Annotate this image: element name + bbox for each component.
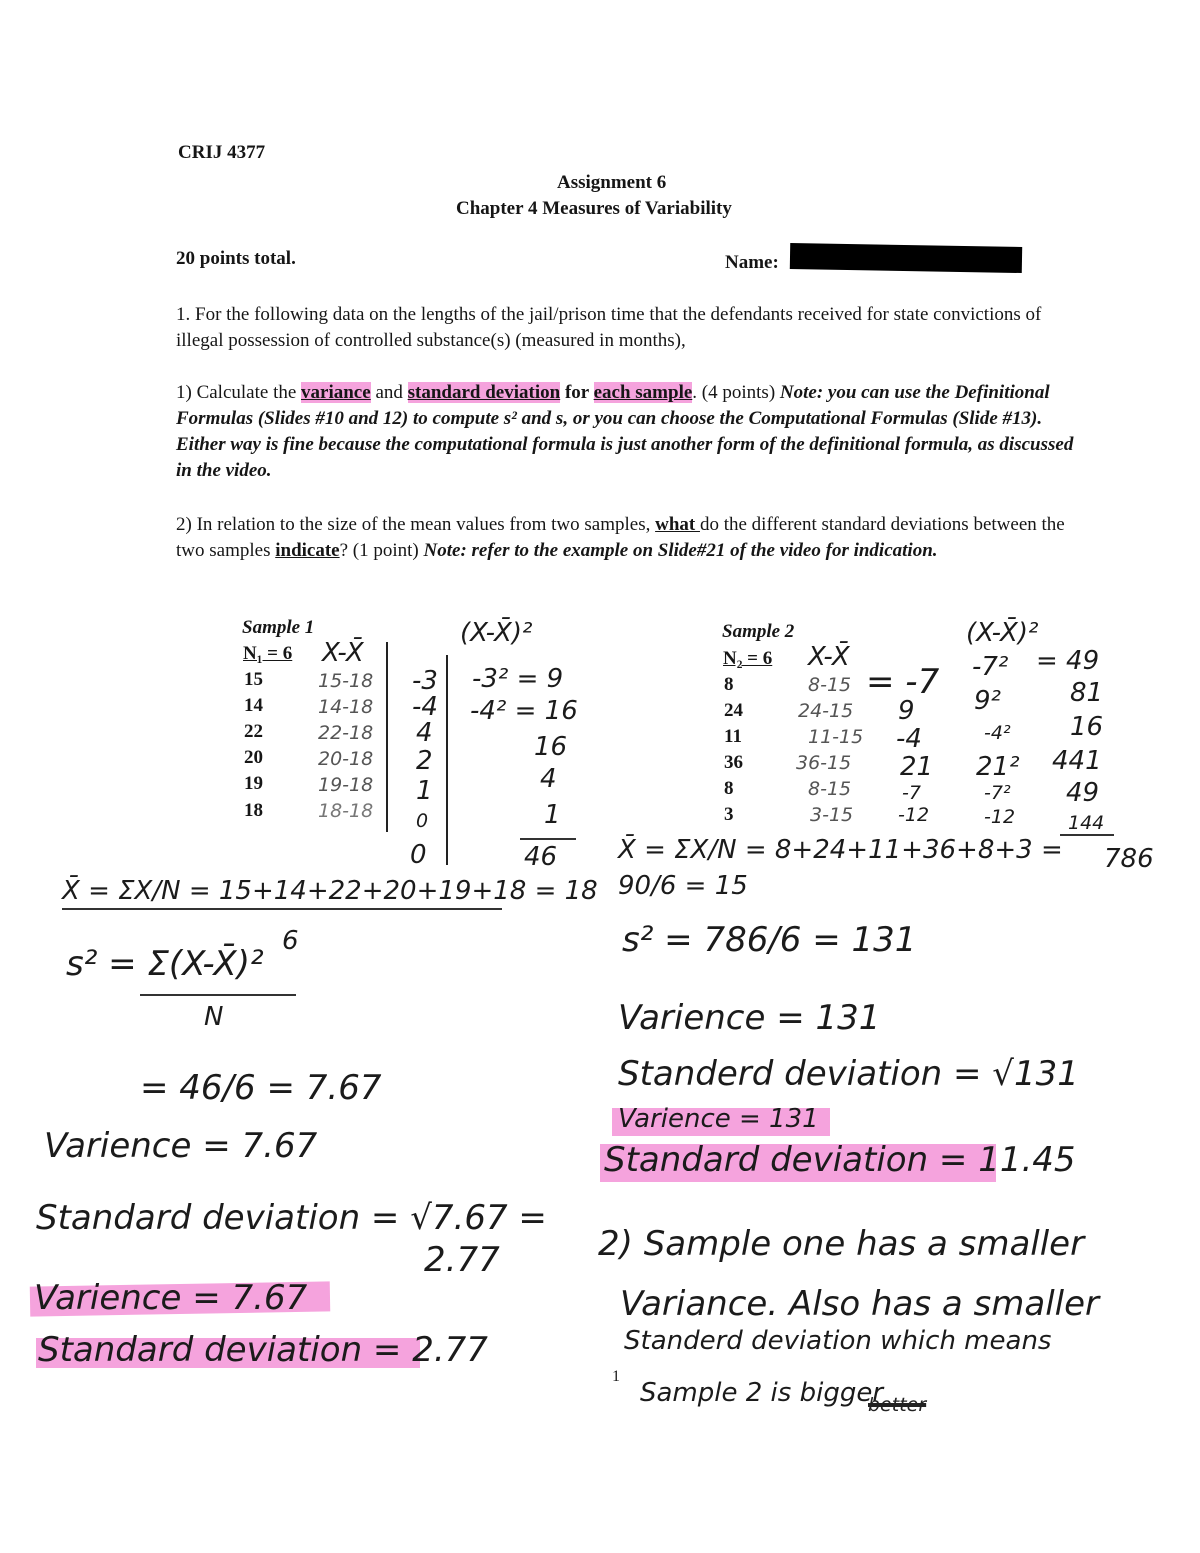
answer2-strikethrough: better	[868, 1394, 927, 1416]
s2-col-header: X-X̄	[808, 642, 850, 672]
s1-formula-n: 6	[282, 926, 299, 956]
s1-diff: 20-18	[318, 748, 374, 770]
s2-variance-line: Varience = 131	[618, 998, 881, 1038]
s2-sq-header: (X-X̄)²	[966, 618, 1039, 648]
sample1-value: 14	[244, 695, 263, 716]
sample2-value: 24	[724, 700, 743, 721]
s2-diff: 11-15	[808, 726, 864, 748]
s2-diff: 36-15	[796, 752, 852, 774]
answer2-line: Sample 2 is bigger	[640, 1378, 884, 1408]
sample2-value: 11	[724, 726, 742, 747]
part1-note: Note: you can use the Definitional Formulas (Slides #10 and 12) to compute s² and s, or you can choose the Computational Formulas (Slide #13). Either way is fine because the computational formula is just another form of the definitional formula, as discussed in the video.	[176, 382, 1074, 481]
sample1-title: Sample 1	[242, 617, 315, 638]
s2-diff: 24-15	[798, 700, 854, 722]
part1-instructions: 1) Calculate the variance and standard deviation for each sample. (4 points) Note: you can use the Definitional Formulas (Slides #10 and 12) to compute s² and s, or you can choose the Computational Formulas (Slide #13). Either way is fine because the computational formula is just another form of the definitional formula, as discussed in the video.	[176, 382, 1074, 481]
s1-sd-value: 2.77	[424, 1240, 500, 1280]
s1-dev: 1	[416, 776, 433, 806]
s1-variance-line: Varience = 7.67	[44, 1126, 318, 1166]
answer2-line: Standerd deviation which means	[624, 1326, 1052, 1356]
variance-keyword: variance	[301, 382, 371, 403]
sample1-value: 20	[244, 747, 263, 768]
s2-variance-final: Varience = 131	[618, 1104, 819, 1134]
sample1-n: N₁ = 6	[243, 643, 293, 664]
s1-dev: -4	[412, 692, 438, 722]
s1-diff: 15-18	[318, 670, 374, 692]
s1-divider	[386, 642, 388, 832]
sample2-n: N₂ = 6	[723, 648, 773, 669]
answer2-line: 2) Sample one has a smaller	[598, 1224, 1085, 1264]
sd-keyword: standard deviation	[407, 382, 561, 403]
s2-dev: = -7	[866, 662, 940, 702]
s1-square: 4	[540, 764, 557, 794]
s1-mean-line: X̄ = ΣX/N = 15+14+22+20+19+18 = 18	[62, 876, 598, 906]
s2-mean-line: X̄ = ΣX/N = 8+24+11+36+8+3 = 90/6 = 15	[618, 835, 1063, 901]
s2-square: 81	[1070, 678, 1104, 708]
s1-dev: 2	[416, 746, 433, 776]
s1-diff: 19-18	[318, 774, 374, 796]
what-keyword: what	[655, 514, 700, 535]
s1-diff: 22-18	[318, 722, 374, 744]
indicate-keyword: indicate	[275, 540, 340, 561]
s2-square: = 49	[1036, 646, 1100, 676]
s2-sq-work: -7²	[984, 782, 1011, 804]
s2-square: 49	[1066, 778, 1100, 808]
s1-divider	[446, 655, 448, 865]
answer2-line: Variance. Also has a smaller	[620, 1284, 1099, 1324]
s2-sd-line: Standerd deviation = √131	[618, 1054, 1079, 1094]
page-number: 1	[612, 1368, 620, 1385]
chapter-title: Chapter 4 Measures of Variability	[456, 198, 732, 219]
s1-variance-formula: s² = Σ(X-X̄)²	[66, 944, 264, 984]
s1-formula-den: N	[204, 1002, 224, 1032]
s2-diff: 3-15	[810, 804, 854, 826]
part2-note: Note: refer to the example on Slide#21 of the video for indication.	[423, 540, 938, 561]
name-label: Name:	[725, 252, 779, 273]
s2-square: 144	[1068, 812, 1105, 834]
s2-dev: -12	[898, 804, 930, 826]
s2-diff: 8-15	[808, 674, 852, 696]
s2-sq-work: 9²	[974, 686, 1001, 716]
s1-sd-line: Standard deviation = √7.67 =	[36, 1198, 547, 1238]
s2-square-sum: 786	[1104, 844, 1154, 874]
s1-square-sum: 46	[524, 842, 558, 872]
s1-sq-work: -4² = 16	[470, 696, 578, 726]
s1-diff: 14-18	[318, 696, 374, 718]
sample2-value: 8	[724, 674, 734, 695]
sample2-title: Sample 2	[722, 621, 795, 642]
each-sample-keyword: each sample	[593, 382, 693, 403]
name-redaction	[790, 243, 1022, 273]
s2-variance-calc: s² = 786/6 = 131	[622, 920, 917, 960]
s2-sq-work: 21²	[976, 752, 1020, 782]
s1-square: 1	[544, 800, 561, 830]
s2-sq-work: -4²	[984, 722, 1011, 744]
sample1-value: 19	[244, 773, 263, 794]
s1-sq-header: (X-X̄)²	[460, 618, 533, 648]
s1-col-header: X-X̄	[322, 638, 364, 668]
s2-diff: 8-15	[808, 778, 852, 800]
s2-sd-final: Standard deviation = 11.45	[604, 1140, 1076, 1180]
s2-square: 441	[1052, 746, 1102, 776]
sample2-value: 36	[724, 752, 743, 773]
s2-square: 16	[1070, 712, 1104, 742]
s1-sum-line	[520, 838, 576, 840]
s1-diff: 18-18	[318, 800, 374, 822]
s1-dev: 4	[416, 718, 433, 748]
sample2-value: 8	[724, 778, 734, 799]
s2-sq-work: -7²	[972, 652, 1009, 682]
s1-mean-underline	[62, 908, 502, 910]
s1-dev-sum: 0	[410, 840, 427, 870]
s2-dev: -7	[902, 782, 921, 804]
sample1-value: 15	[244, 669, 263, 690]
s2-dev: 9	[898, 696, 915, 726]
part2-instructions: 2) In relation to the size of the mean values from two samples, what do the different standard deviations between the two samples indicate? (1 point) Note: refer to the example on Slide#21 of the video for indication.	[176, 514, 1065, 561]
sample1-value: 22	[244, 721, 263, 742]
s1-calc: = 46/6 = 7.67	[140, 1068, 382, 1108]
s1-sq-work: -3² = 9	[472, 664, 564, 694]
s1-variance-final: Varience = 7.67	[34, 1278, 308, 1318]
question-intro: 1. For the following data on the lengths of the jail/prison time that the defendants received for state convictions of illegal possession of controlled substance(s) (measured in months),	[176, 304, 1042, 351]
s2-dev: 21	[900, 752, 934, 782]
s1-sd-final: Standard deviation = 2.77	[38, 1330, 488, 1370]
s1-dev: 0	[416, 810, 429, 832]
points-total: 20 points total.	[176, 248, 296, 269]
sample1-value: 18	[244, 800, 263, 821]
s1-dev: -3	[412, 666, 438, 696]
s2-dev: -4	[896, 724, 922, 754]
s2-sq-work: -12	[984, 806, 1016, 828]
sample2-value: 3	[724, 804, 734, 825]
course-code: CRIJ 4377	[178, 142, 266, 163]
s1-formula-bar	[140, 994, 296, 996]
s1-square: 16	[534, 732, 568, 762]
assignment-title: Assignment 6	[557, 172, 667, 193]
